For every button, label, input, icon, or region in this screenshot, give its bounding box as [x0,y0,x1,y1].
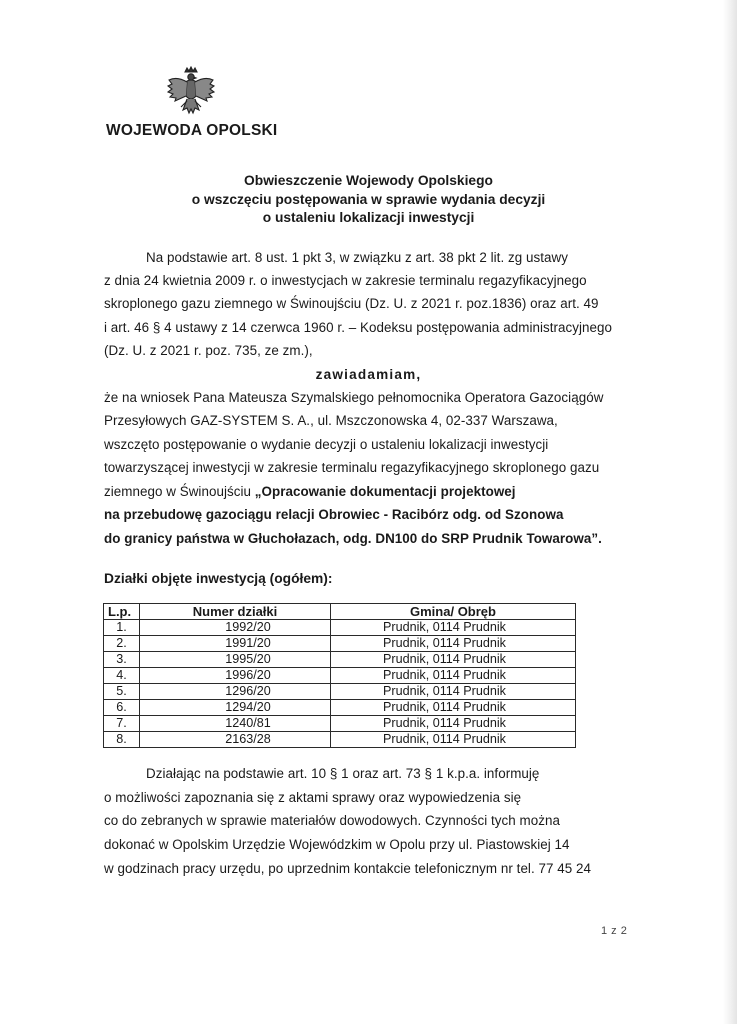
paragraph1-line: i art. 46 § 4 ustawy z 14 czerwca 1960 r. – Kodeksu postępowania administracyjnego [104,320,613,335]
table-row [104,716,576,732]
row-plot-number: 1296/20 [140,684,331,700]
project-name-line: na przebudowę gazociągu relacji Obrowiec - Racibórz odg. od Szonowa [104,507,564,522]
row-plot-number: 1995/20 [140,652,331,668]
row-gmina: Prudnik, 0114 Prudnik [331,668,576,684]
row-gmina: Prudnik, 0114 Prudnik [331,620,576,636]
row-plot-number: 1996/20 [140,668,331,684]
table-row [104,620,576,636]
column-header-lp: L.p. [104,604,140,620]
page-number: 1 z 2 [601,925,628,937]
title-line-2: o wszczęciu postępowania w sprawie wydania decyzji [191,192,546,207]
eagle-emblem-icon [163,66,219,126]
title-line-1: Obwieszczenie Wojewody Opolskiego [244,173,493,188]
paragraph1-line: z dnia 24 kwietnia 2009 r. o inwestycjach w zakresie terminalu regazyfikacyjnego [104,273,587,288]
table-row [104,684,576,700]
table-row [104,636,576,652]
paragraph2-prefix: ziemnego w Świnoujściu [104,484,255,499]
paragraph2-line: że na wniosek Pana Mateusza Szymalskiego pełnomocnika Operatora Gazociągów [104,390,604,405]
table-row [104,732,576,748]
column-header-gmina: Gmina/ Obręb [331,604,576,620]
table-row [104,700,576,716]
paragraph1-line: skroplonego gazu ziemnego w Świnoujściu (Dz. U. z 2021 r. poz.1836) oraz art. 49 [104,296,599,311]
project-name-line: do granicy państwa w Głuchołazach, odg. DN100 do SRP Prudnik Towarowa”. [104,531,602,546]
row-plot-number: 1294/20 [140,700,331,716]
row-plot-number: 1992/20 [140,620,331,636]
row-plot-number: 1240/81 [140,716,331,732]
table-row [104,652,576,668]
paragraph1-line: (Dz. U. z 2021 r. poz. 735, ze zm.), [104,343,313,358]
row-gmina: Prudnik, 0114 Prudnik [331,716,576,732]
row-lp: 2. [104,636,140,652]
row-lp: 6. [104,700,140,716]
table-header-row [104,604,576,620]
column-header-number: Numer działki [140,604,331,620]
paragraph3-line: o możliwości zapoznania się z aktami sprawy oraz wypowiedzenia się [104,790,522,805]
paragraph1-line: Na podstawie art. 8 ust. 1 pkt 3, w związku z art. 38 pkt 2 lit. zg ustawy [146,250,568,265]
row-lp: 8. [104,732,140,748]
row-gmina: Prudnik, 0114 Prudnik [331,732,576,748]
paragraph3-line: w godzinach pracy urzędu, po uprzednim kontakcie telefonicznym nr tel. 77 45 24 [104,861,592,876]
scan-edge-shadow [723,0,737,1024]
row-lp: 1. [104,620,140,636]
paragraph2-line: Przesyłowych GAZ-SYSTEM S. A., ul. Mszczonowska 4, 02-337 Warszawa, [104,413,558,428]
paragraph2-line-project [104,484,516,499]
announcement-word: zawiadamiam, [315,367,422,382]
row-plot-number: 1991/20 [140,636,331,652]
row-gmina: Prudnik, 0114 Prudnik [331,684,576,700]
table-row [104,668,576,684]
paragraph3-line: dokonać w Opolskim Urzędzie Wojewódzkim w Opolu przy ul. Piastowskiej 14 [104,837,570,852]
paragraph2-line: wszczęto postępowanie o wydanie decyzji o ustaleniu lokalizacji inwestycji [104,437,549,452]
plots-table [103,603,576,748]
row-gmina: Prudnik, 0114 Prudnik [331,700,576,716]
row-lp: 3. [104,652,140,668]
authority-name: WOJEWODA OPOLSKI [106,122,278,139]
paragraph3-line: co do zebranych w sprawie materiałów dowodowych. Czynności tych można [104,813,560,828]
paragraph2-line: towarzyszącej inwestycji w zakresie terminalu regazyfikacyjnego skroplonego gazu [104,460,600,475]
title-line-3: o ustaleniu lokalizacji inwestycji [262,210,475,225]
plots-heading: Działki objęte inwestycją (ogółem): [104,571,333,586]
row-lp: 4. [104,668,140,684]
row-lp: 5. [104,684,140,700]
paragraph3-line: Działając na podstawie art. 10 § 1 oraz art. 73 § 1 k.p.a. informuję [146,766,540,781]
project-name-start: „Opracowanie dokumentacji projektowej [254,484,516,499]
row-gmina: Prudnik, 0114 Prudnik [331,652,576,668]
row-lp: 7. [104,716,140,732]
row-gmina: Prudnik, 0114 Prudnik [331,636,576,652]
row-plot-number: 2163/28 [140,732,331,748]
